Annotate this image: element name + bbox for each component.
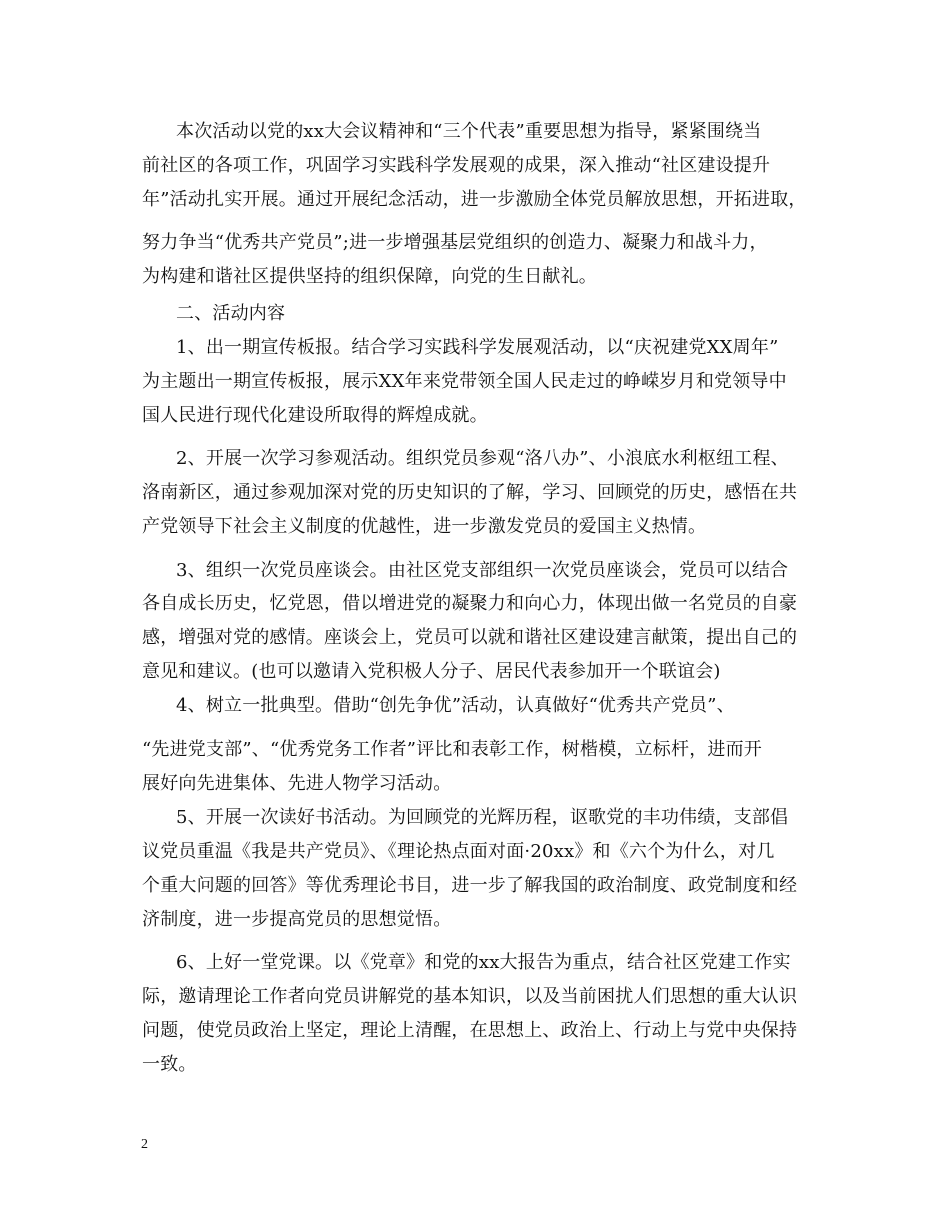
paragraph-line: 展好向先进集体、先进人物学习活动。 <box>142 773 452 794</box>
paragraph-line: 意见和建议。(也可以邀请入党积极人分子、居民代表参加开一个联谊会) <box>142 661 721 682</box>
paragraph-line: 年”活动扎实开展。通过开展纪念活动，进一步激励全体党员解放思想，开拓进取， <box>142 189 807 210</box>
paragraph-line: 为主题出一期宣传板报，展示XX年来党带领全国人民走过的峥嵘岁月和党领导中 <box>142 371 787 392</box>
paragraph-line: 产党领导下社会主义制度的优越性，进一步激发党员的爱国主义热情。 <box>142 516 707 537</box>
paragraph-line: 为构建和谐社区提供坚持的组织保障，向党的生日献礼。 <box>142 266 597 287</box>
paragraph-line: “先进党支部”、“优秀党务工作者”评比和表彰工作，树楷模，立标杆，进而开 <box>142 739 763 760</box>
page-number: 2 <box>141 1137 148 1152</box>
paragraph-line: 6、上好一堂党课。以《党章》和党的xx大报告为重点，结合社区党建工作实 <box>176 952 791 973</box>
paragraph-line: 洛南新区，通过参观加深对党的历史知识的了解，学习、回顾党的历史，感悟在共 <box>142 482 798 503</box>
paragraph-line: 一致。 <box>142 1054 197 1075</box>
paragraph-line: 2、开展一次学习参观活动。组织党员参观“洛八办”、小浪底水利枢纽工程、 <box>176 448 789 469</box>
paragraph-line: 济制度，进一步提高党员的思想觉悟。 <box>142 909 452 930</box>
paragraph-line: 际，邀请理论工作者向党员讲解党的基本知识，以及当前困扰人们思想的重大认识 <box>142 986 798 1007</box>
paragraph-line: 1、出一期宣传板报。结合学习实践科学发展观活动，以“庆祝建党XX周年” <box>176 337 779 358</box>
paragraph-line: 个重大问题的回答》等优秀理论书目，进一步了解我国的政治制度、政党制度和经 <box>142 875 798 896</box>
paragraph-line: 问题，使党员政治上坚定，理论上清醒，在思想上、政治上、行动上与党中央保持 <box>142 1020 798 1041</box>
paragraph-line: 3、组织一次党员座谈会。由社区党支部组织一次党员座谈会，党员可以结合 <box>176 560 789 581</box>
paragraph-line: 5、开展一次读好书活动。为回顾党的光辉历程，讴歌党的丰功伟绩，支部倡 <box>176 807 789 828</box>
paragraph-line: 议党员重温《我是共产党员》、《理论热点面对面·20xx》和《六个为什么，对几 <box>142 841 775 862</box>
paragraph-line: 前社区的各项工作，巩固学习实践科学发展观的成果，深入推动“社区建设提升 <box>142 155 771 176</box>
paragraph-line: 努力争当“优秀共产党员”;进一步增强基层党组织的创造力、凝聚力和战斗力， <box>142 232 768 253</box>
paragraph-line: 感，增强对党的感情。座谈会上，党员可以就和谐社区建设建言献策，提出自己的 <box>142 627 798 648</box>
paragraph-line: 本次活动以党的xx大会议精神和“三个代表”重要思想为指导，紧紧围绕当 <box>176 121 762 142</box>
paragraph-line: 国人民进行现代化建设所取得的辉煌成就。 <box>142 405 488 426</box>
paragraph-line: 4、树立一批典型。借助“创先争优”活动，认真做好“优秀共产党员”、 <box>176 695 735 716</box>
paragraph-line: 各自成长历史，忆党恩，借以增进党的凝聚力和向心力，体现出做一名党员的自豪 <box>142 593 798 614</box>
section-heading: 二、活动内容 <box>176 303 286 324</box>
